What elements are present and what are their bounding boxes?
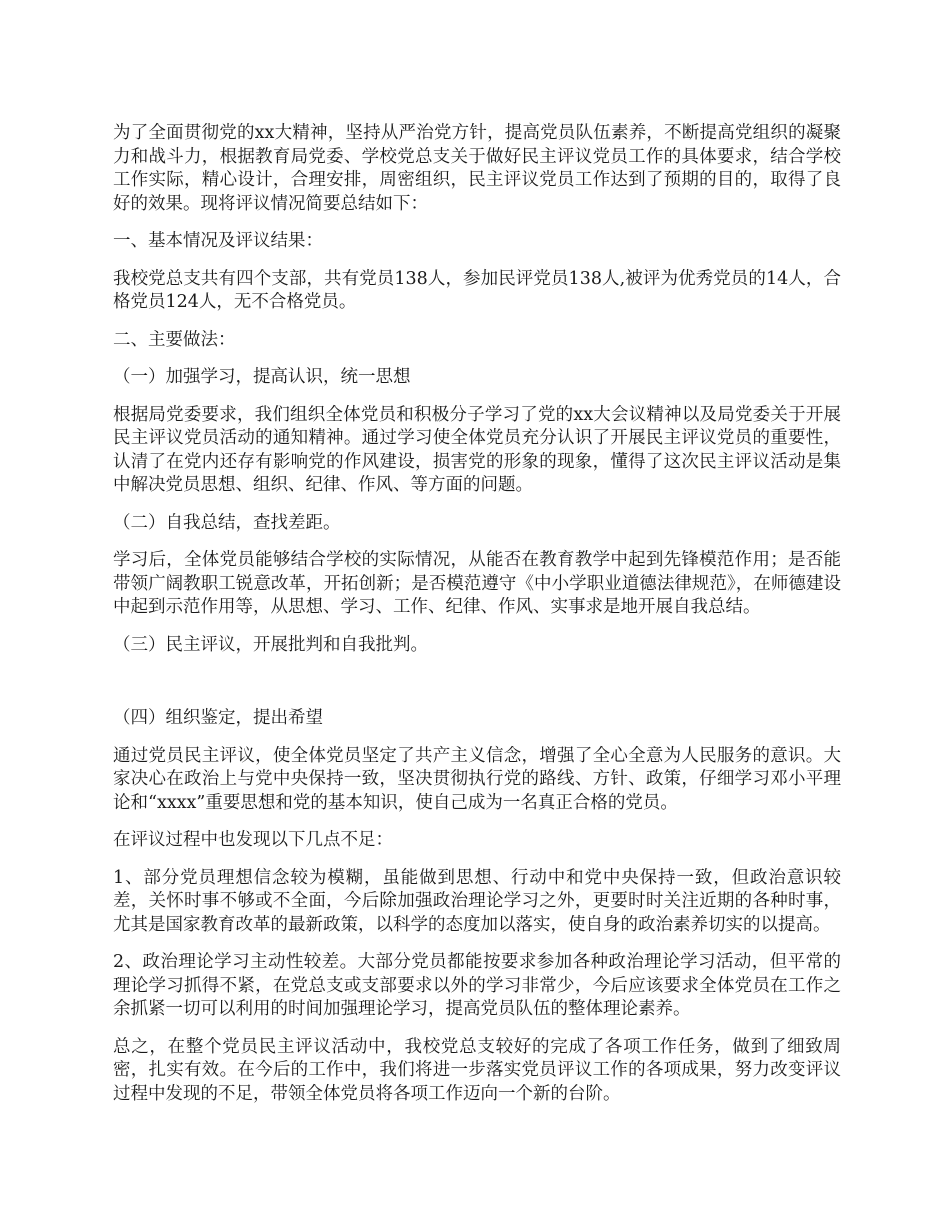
subsection4-paragraph: 通过党员民主评议，使全体党员坚定了共产主义信念，增强了全心全意为人民服务的意识。大家决心在政治上与党中央保持一致，坚决贯彻执行党的路线、方针、政策，仔细学习邓小平理论和“xxxx”重要思想和党的基本知识，使自己成为一名真正合格的党员。 xyxy=(113,745,841,813)
subsection1-paragraph: 根据局党委要求，我们组织全体党员和积极分子学习了党的xx大会议精神以及局党委关于开展民主评议党员活动的通知精神。通过学习使全体党员充分认识了开展民主评议党员的重要性，认清了在党内还存有影响党的作风建设，损害党的形象的现象，懂得了这次民主评议活动是集中解决党员思想、组织、纪律、作风、等方面的问题。 xyxy=(113,404,841,495)
shortcoming-point-2: 2、政治理论学习主动性较差。大部分党员都能按要求参加各种政治理论学习活动，但平常的理论学习抓得不紧，在党总支或支部要求以外的学习非常少，今后应该要求全体党员在工作之余抓紧一切可以利用的时间加强理论学习，提高党员队伍的整体理论素养。 xyxy=(113,952,841,1019)
conclusion-paragraph: 总之，在整个党员民主评议活动中，我校党总支较好的完成了各项工作任务，做到了细致周密，扎实有效。在今后的工作中，我们将进一步落实党员评议工作的各项成果，努力改变评议过程中发现的不足，带领全体党员将各项工作迈向一个新的台阶。 xyxy=(113,1036,841,1104)
shortcoming-point-1: 1、部分党员理想信念较为模糊，虽能做到思想、行动中和党中央保持一致，但政治意识较差，关怀时事不够或不全面，今后除加强政治理论学习之外，更要时时关注近期的各种时事，尤其是国家教育改革的最新政策，以科学的态度加以落实，使自身的政治素养切实的以提高。 xyxy=(113,867,841,935)
document-page xyxy=(113,122,841,1106)
subsection4-heading: （四）组织鉴定，提出希望 xyxy=(113,708,323,728)
section2-heading: 二、主要做法： xyxy=(113,329,236,350)
shortcomings-intro: 在评议过程中也发现以下几点不足： xyxy=(113,830,393,850)
section1-paragraph: 我校党总支共有四个支部，共有党员138人，参加民评党员138人,被评为优秀党员的14人，合格党员124人，无不合格党员。 xyxy=(113,268,841,312)
section1-heading: 一、基本情况及评议结果： xyxy=(113,231,323,251)
subsection1-heading: （一）加强学习，提高认识，统一思想 xyxy=(113,367,411,387)
subsection2-paragraph: 学习后，全体党员能够结合学校的实际情况，从能否在教育教学中起到先锋模范作用；是否能带领广阔教职工锐意改革，开拓创新；是否模范遵守《中小学职业道德法律规范》，在师德建设中起到示范作用等，从思想、学习、工作、纪律、作风、实事求是地开展自我总结。 xyxy=(113,550,841,617)
subsection2-heading: （二）自我总结，查找差距。 xyxy=(113,512,341,533)
intro-paragraph: 为了全面贯彻党的xx大精神，坚持从严治党方针，提高党员队伍素养，不断提高党组织的凝聚力和战斗力，根据教育局党委、学校党总支关于做好民主评议党员工作的具体要求，结合学校工作实际，精心设计，合理安排，周密组织，民主评议党员工作达到了预期的目的，取得了良好的效果。现将评议情况简要总结如下： xyxy=(113,123,841,214)
subsection3-heading: （三）民主评议，开展批判和自我批判。 xyxy=(113,634,428,655)
